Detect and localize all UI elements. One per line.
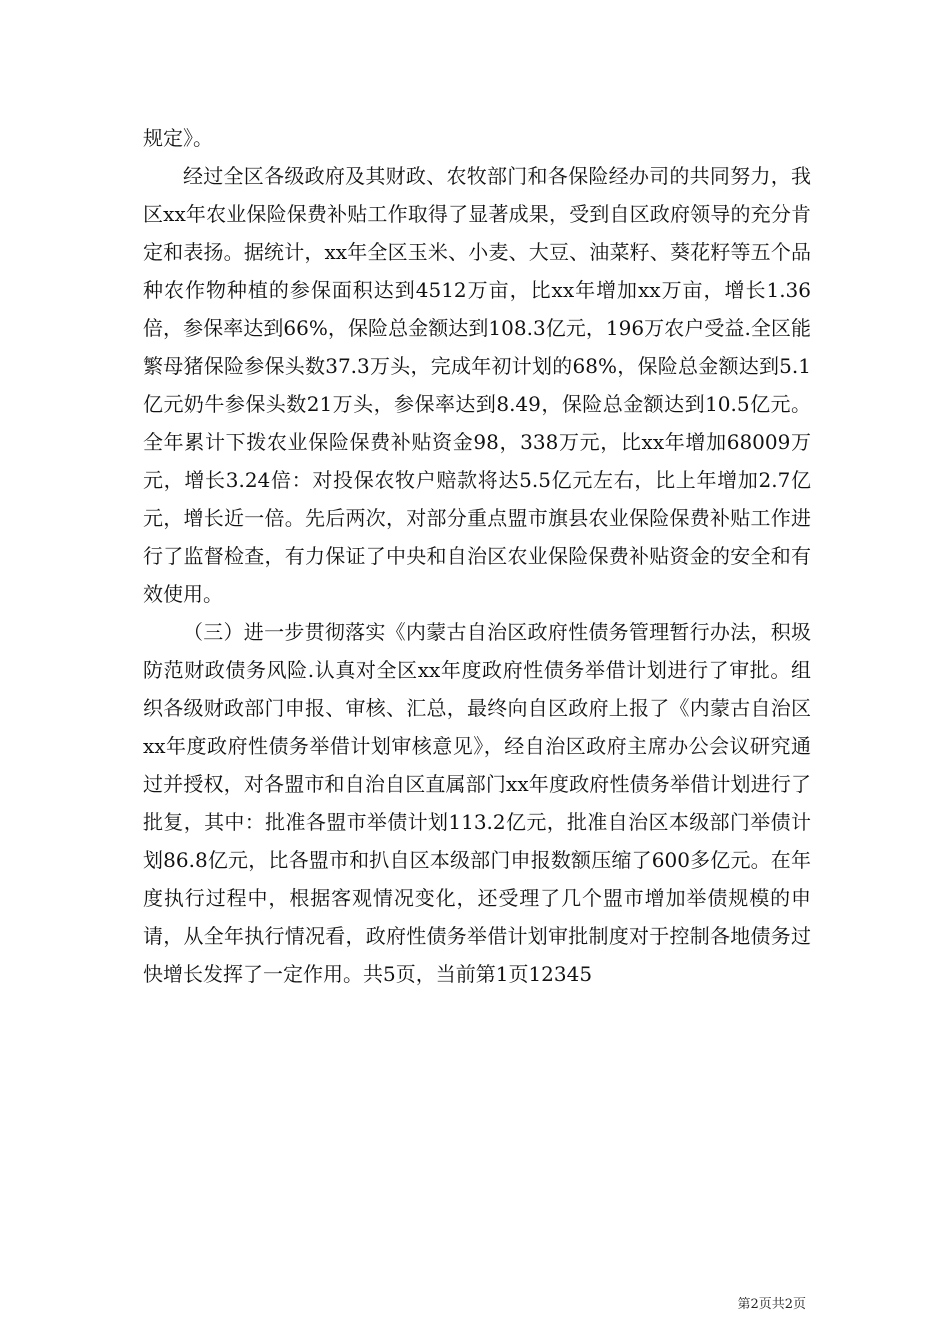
paragraph-insurance-subsidy: 经过全区各级政府及其财政、农牧部门和各保险经办司的共同努力，我区xx年农业保险保费补贴工作取得了显著成果，受到自区政府领导的充分肯定和表扬。据统计，xx年全区玉米、小麦、大豆、油菜籽、葵花籽等五个品种农作物种植的参保面积达到4512万亩，比xx年增加xx万亩，增长1.36倍，参保率达到66%，保险总金额达到108.3亿元，196万农户受益.全区能繁母猪保险参保头数37.3万头，完成年初计划的68%，保险总金额达到5.1亿元奶牛参保头数21万头，参保率达到8.49，保险总金额达到10.5亿元。全年累计下拨农业保险保费补贴资金98，338万元，比xx年增加68009万元，增长3.24倍：对投保农牧户赔款将达5.5亿元左右，比上年增加2.7亿元，增长近一倍。先后两次，对部分重点盟市旗县农业保险保费补贴工作进行了监督检查，有力保证了中央和自治区农业保险保费补贴资金的安全和有效使用。: [143, 164, 811, 606]
paragraph-government-debt: （三）进一步贯彻落实《内蒙古自治区政府性债务管理暂行办法，积圾防范财政债务风险.认真对全区xx年度政府性债务举借计划进行了审批。组织各级财政部门申报、审核、汇总，最终向自区政府上报了《内蒙古自治区xx年度政府性债务举借计划审核意见》，经自治区政府主席办公会议研究通过并授权，对各盟市和自治自区直属部门xx年度政府性债务举借计划进行了批复，其中：批准各盟市举债计划113.2亿元，批准自治区本级部门举债计划86.8亿元，比各盟市和扒自区本级部门申报数额压缩了600多亿元。在年度执行过程中，根据客观情况变化，还受理了几个盟市增加举债规模的申请，从全年执行情况看，政府性债务举借计划审批制度对于控制各地债务过快增长发挥了一定作用。共5页，当前第1页12345: [143, 620, 811, 986]
page-number-footer: 第2页共2页: [737, 1297, 806, 1312]
paragraph-continuation: 规定》。: [143, 126, 213, 150]
document-body: [143, 119, 811, 993]
